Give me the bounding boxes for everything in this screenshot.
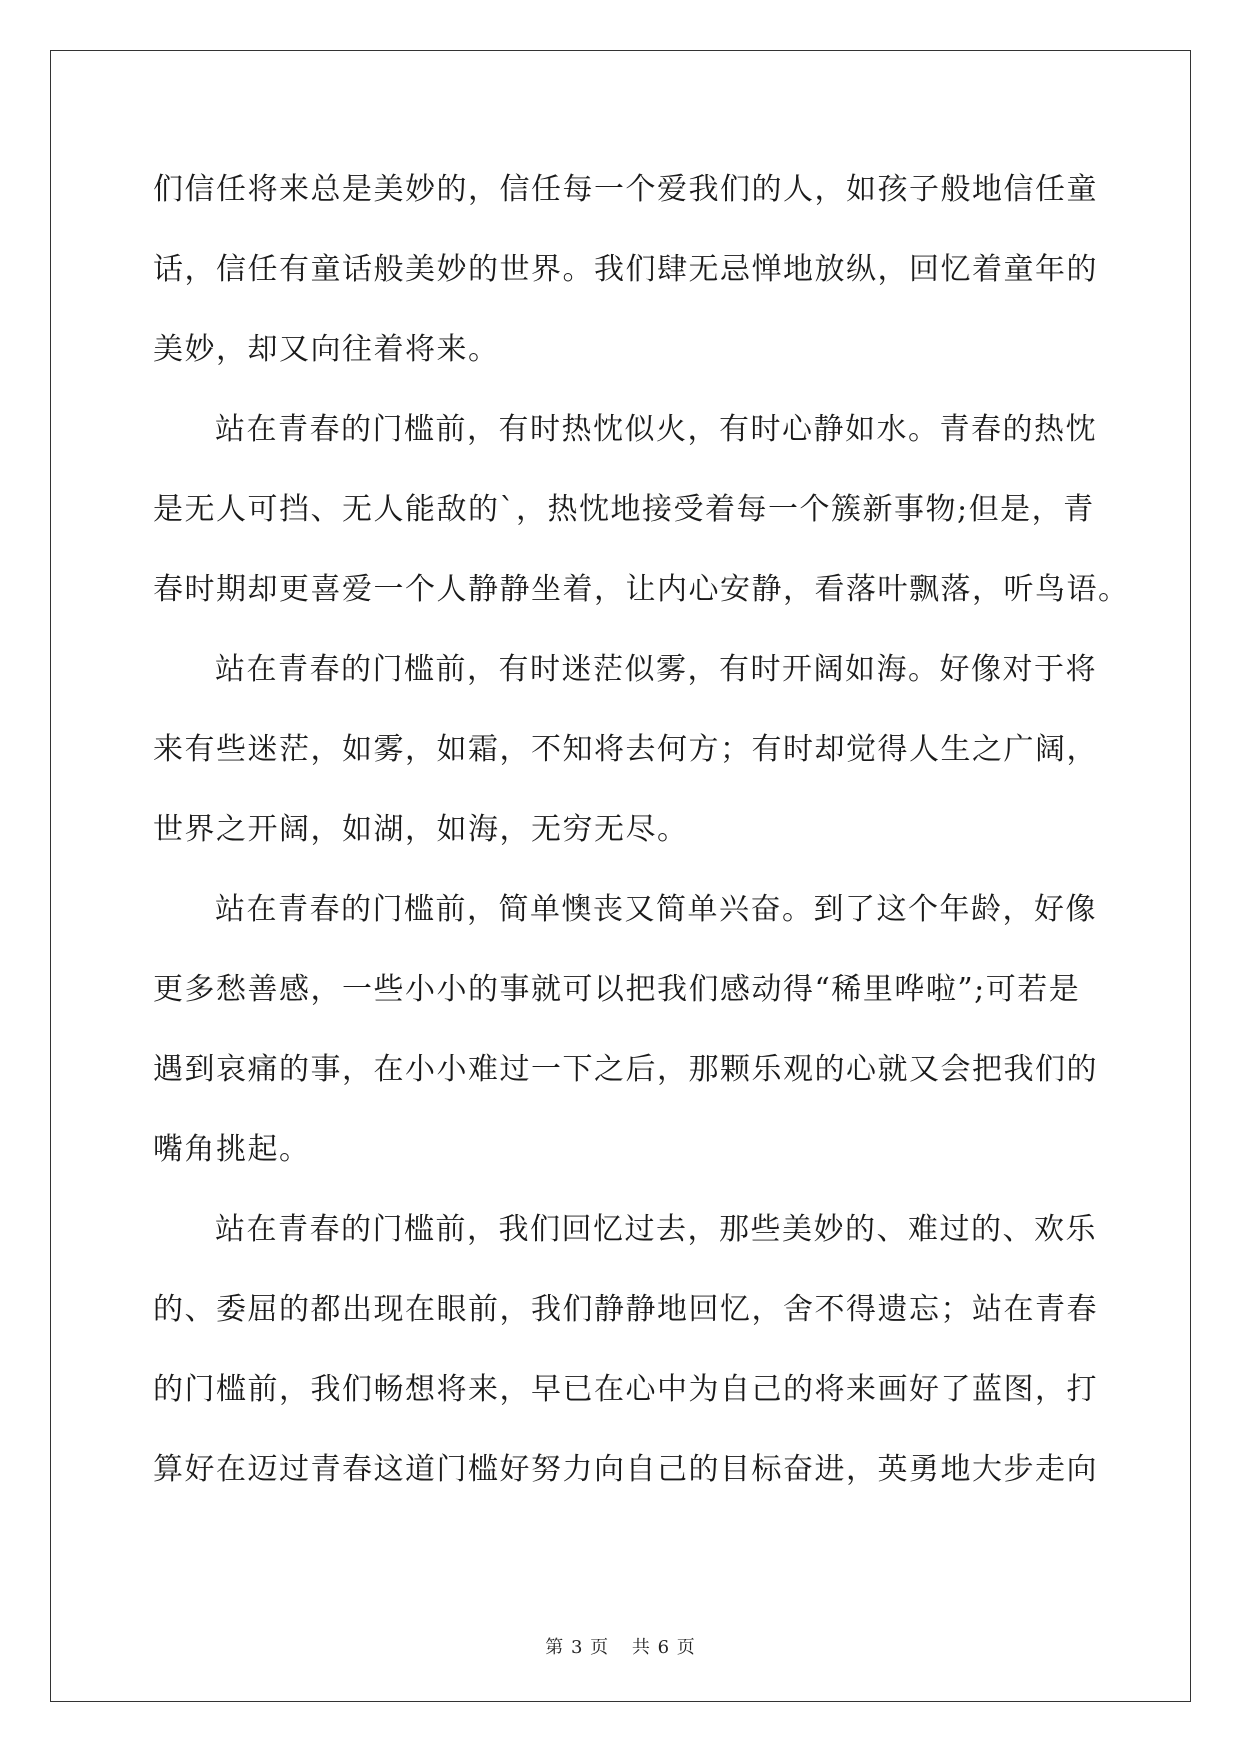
paragraph-5 xyxy=(153,1190,1098,1510)
text-line: 是无人可挡、无人能敌的`，热忱地接受着每一个簇新事物;但是，青 xyxy=(153,492,1095,527)
text-line: 遇到哀痛的事，在小小难过一下之后，那颗乐观的心就又会把我们的 xyxy=(153,1052,1098,1087)
text-line: 嘴角挑起。 xyxy=(153,1132,311,1167)
text-line: 站在青春的门槛前，简单懊丧又简单兴奋。到了这个年龄，好像 xyxy=(215,892,1097,927)
text-line: 世界之开阔，如湖，如海，无穷无尽。 xyxy=(153,812,689,847)
text-line: 的、委屈的都出现在眼前，我们静静地回忆，舍不得遗忘；站在青春 xyxy=(153,1292,1098,1327)
page-number: 第 3 页 xyxy=(545,1637,610,1658)
text-line: 话，信任有童话般美妙的世界。我们肆无忌惮地放纵，回忆着童年的 xyxy=(153,252,1098,287)
text-line: 们信任将来总是美妙的，信任每一个爱我们的人，如孩子般地信任童 xyxy=(153,172,1098,207)
text-line: 算好在迈过青春这道门槛好努力向自己的目标奋进，英勇地大步走向 xyxy=(153,1452,1098,1487)
text-line: 站在青春的门槛前，有时热忱似火，有时心静如水。青春的热忱 xyxy=(215,412,1097,447)
text-line: 站在青春的门槛前，我们回忆过去，那些美妙的、难过的、欢乐 xyxy=(215,1212,1097,1247)
text-line: 更多愁善感，一些小小的事就可以把我们感动得“稀里哗啦”;可若是 xyxy=(153,972,1081,1007)
paragraph-4 xyxy=(153,870,1098,1190)
total-pages: 共 6 页 xyxy=(631,1637,696,1658)
text-line: 春时期却更喜爱一个人静静坐着，让内心安静，看落叶飘落，听鸟语。 xyxy=(153,572,1130,607)
text-line: 的门槛前，我们畅想将来，早已在心中为自己的将来画好了蓝图，打 xyxy=(153,1372,1098,1407)
paragraph-2 xyxy=(153,390,1130,630)
paragraph-3 xyxy=(153,630,1098,870)
text-line: 来有些迷茫，如雾，如霜，不知将去何方；有时却觉得人生之广阔， xyxy=(153,732,1098,767)
paragraph-1 xyxy=(153,150,1098,390)
text-line: 美妙，却又向往着将来。 xyxy=(153,332,500,367)
page-footer xyxy=(0,1633,1241,1659)
text-line: 站在青春的门槛前，有时迷茫似雾，有时开阔如海。好像对于将 xyxy=(215,652,1097,687)
document-body xyxy=(153,150,1130,1510)
